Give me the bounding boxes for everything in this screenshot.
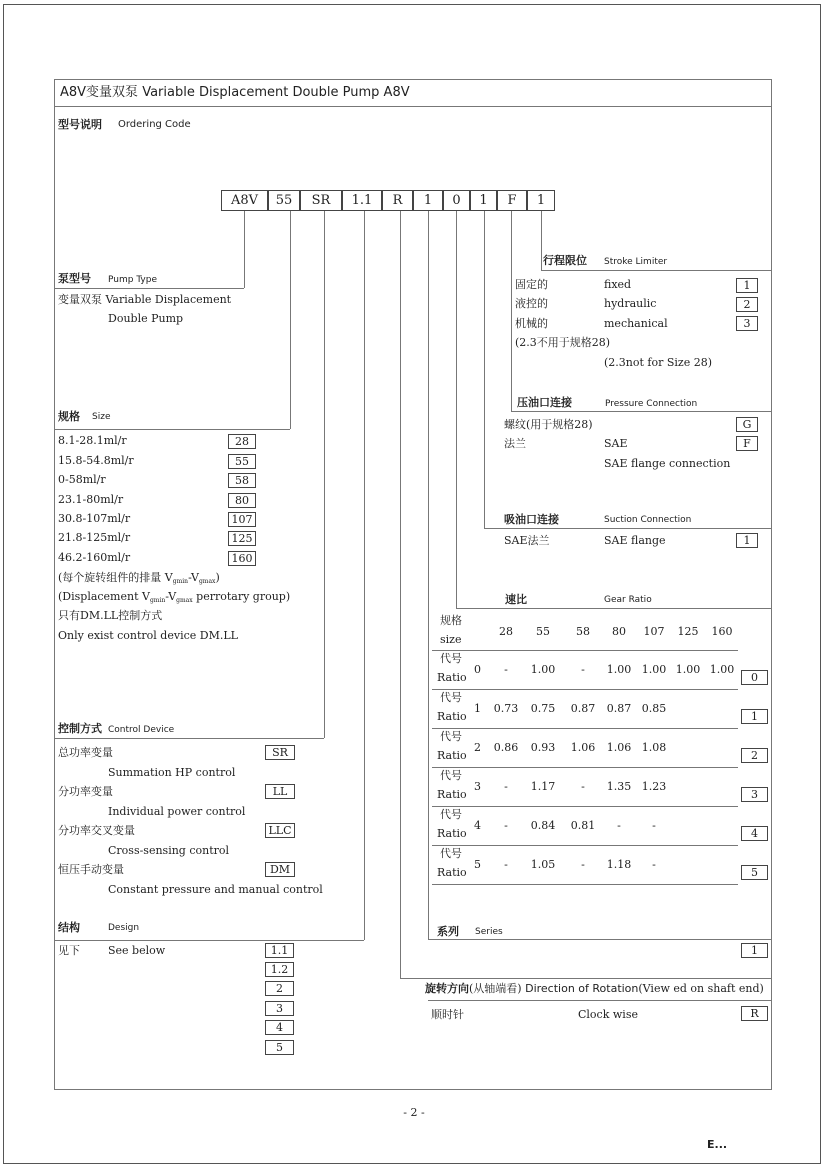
gear-cell: - bbox=[504, 819, 508, 832]
gear-row-en: Ratio bbox=[437, 749, 467, 762]
control-title-en: Control Device bbox=[108, 725, 175, 735]
line-stroke bbox=[541, 270, 772, 271]
gear-cell: - bbox=[617, 819, 621, 832]
gear-cell: 0.73 bbox=[493, 702, 519, 715]
gear-size-header: 55 bbox=[536, 625, 550, 638]
gear-cell: 0.84 bbox=[530, 819, 556, 832]
gear-row-divider bbox=[432, 806, 738, 807]
stroke-item-code: 3 bbox=[736, 316, 758, 331]
gear-row-cn: 代号 bbox=[440, 652, 462, 665]
gear-cell: - bbox=[504, 663, 508, 676]
pressure-title-en: Pressure Connection bbox=[605, 399, 698, 409]
control-item-en: Individual power control bbox=[108, 805, 246, 818]
gear-row-number: 0 bbox=[474, 663, 481, 676]
gear-cell: 0.87 bbox=[570, 702, 596, 715]
gear-row-code: 3 bbox=[741, 787, 768, 802]
gear-row-divider bbox=[432, 689, 738, 690]
gear-row-number: 2 bbox=[474, 741, 481, 754]
leader-series bbox=[428, 211, 429, 939]
size-row-label: 15.8-54.8ml/r bbox=[58, 454, 134, 467]
gear-cell: 1.35 bbox=[606, 780, 632, 793]
gear-row-cn: 代号 bbox=[440, 730, 462, 743]
ordering-title-cn: 型号说明 bbox=[58, 118, 102, 131]
size-row-code: 58 bbox=[228, 473, 256, 488]
size-row-label: 30.8-107ml/r bbox=[58, 512, 131, 525]
gear-size-header: 125 bbox=[677, 625, 699, 638]
gear-cell: 1.05 bbox=[530, 858, 556, 871]
gear-size-header: 28 bbox=[499, 625, 513, 638]
control-item-cn: 分功率交叉变量 bbox=[58, 824, 135, 837]
suction-cn: SAE法兰 bbox=[504, 534, 550, 547]
gear-cell: 0.86 bbox=[493, 741, 519, 754]
gear-cell: 0.81 bbox=[570, 819, 596, 832]
stroke-note-en: (2.3not for Size 28) bbox=[604, 356, 713, 369]
pressure-flange-en: SAE bbox=[604, 437, 628, 450]
gear-row-divider bbox=[432, 767, 738, 768]
gear-cell: - bbox=[581, 663, 585, 676]
gear-row-code: 1 bbox=[741, 709, 768, 724]
design-code: 3 bbox=[265, 1001, 294, 1016]
pressure-flange-code: F bbox=[736, 436, 758, 451]
code-cell: 1 bbox=[413, 190, 443, 211]
line-pressure bbox=[511, 411, 772, 412]
code-cell: 1 bbox=[527, 190, 555, 211]
line-control bbox=[54, 738, 324, 739]
stroke-title-cn: 行程限位 bbox=[543, 254, 587, 267]
gear-size-header: 107 bbox=[643, 625, 665, 638]
gear-row-divider bbox=[432, 884, 738, 885]
gear-head-cn: 规格 bbox=[440, 614, 462, 627]
gear-row-number: 1 bbox=[474, 702, 481, 715]
pressure-thread-code: G bbox=[736, 417, 758, 432]
gear-cell: 0.93 bbox=[530, 741, 556, 754]
pressure-thread-cn: 螺纹(用于规格28) bbox=[504, 418, 593, 431]
rotation-en: Clock wise bbox=[578, 1008, 638, 1021]
gear-row-code: 4 bbox=[741, 826, 768, 841]
leader-rotation bbox=[400, 211, 401, 978]
line-size bbox=[54, 429, 290, 430]
line-gear bbox=[456, 608, 772, 609]
gear-cell: 1.00 bbox=[709, 663, 735, 676]
gear-cell: 1.06 bbox=[606, 741, 632, 754]
gear-cell: 0.87 bbox=[606, 702, 632, 715]
code-cell: SR bbox=[300, 190, 342, 211]
gear-row-cn: 代号 bbox=[440, 691, 462, 704]
design-code: 1.2 bbox=[265, 962, 294, 977]
gear-row-divider bbox=[432, 650, 738, 651]
gear-cell: - bbox=[652, 819, 656, 832]
size-note-2: (Displacement $V_{gmin}-V_{gmax}$ perrotary group) bbox=[58, 590, 291, 604]
size-title-en: Size bbox=[92, 412, 111, 422]
leader-suction bbox=[484, 211, 485, 528]
leader-pressure bbox=[511, 211, 512, 411]
stroke-note-cn: (2.3不用于规格28) bbox=[515, 336, 611, 349]
size-row-label: 8.1-28.1ml/r bbox=[58, 434, 127, 447]
code-cell: 1 bbox=[470, 190, 497, 211]
control-item-code: LL bbox=[265, 784, 295, 799]
design-code: 4 bbox=[265, 1020, 294, 1035]
gear-cell: - bbox=[581, 858, 585, 871]
gear-cell: 1.00 bbox=[675, 663, 701, 676]
gear-cell: 0.85 bbox=[641, 702, 667, 715]
gear-row-en: Ratio bbox=[437, 710, 467, 723]
gear-row-number: 3 bbox=[474, 780, 481, 793]
stroke-item-code: 1 bbox=[736, 278, 758, 293]
line-pump-type bbox=[54, 288, 244, 289]
gear-row-en: Ratio bbox=[437, 866, 467, 879]
gear-title-en: Gear Ratio bbox=[604, 595, 652, 605]
gear-size-header: 58 bbox=[576, 625, 590, 638]
size-row-code: 107 bbox=[228, 512, 256, 527]
line-suction bbox=[484, 528, 772, 529]
code-cell: R bbox=[382, 190, 413, 211]
gear-row-divider bbox=[432, 845, 738, 846]
series-title-en: Series bbox=[475, 927, 503, 937]
gear-cell: 1.00 bbox=[606, 663, 632, 676]
suction-title-en: Suction Connection bbox=[604, 515, 692, 525]
code-cell: 1.1 bbox=[342, 190, 382, 211]
gear-size-header: 160 bbox=[711, 625, 733, 638]
gear-title-cn: 速比 bbox=[505, 593, 527, 606]
stroke-item-code: 2 bbox=[736, 297, 758, 312]
ordering-title-en: Ordering Code bbox=[118, 119, 191, 130]
leader-size bbox=[290, 211, 291, 429]
design-code: 2 bbox=[265, 981, 294, 996]
gear-row-number: 5 bbox=[474, 858, 481, 871]
gear-row-en: Ratio bbox=[437, 788, 467, 801]
gear-cell: 0.75 bbox=[530, 702, 556, 715]
design-code: 1.1 bbox=[265, 943, 294, 958]
gear-row-cn: 代号 bbox=[440, 847, 462, 860]
design-code: 5 bbox=[265, 1040, 294, 1055]
leader-pump-type bbox=[244, 211, 245, 288]
gear-cell: - bbox=[581, 780, 585, 793]
gear-cell: 1.18 bbox=[606, 858, 632, 871]
header-divider bbox=[54, 106, 772, 107]
control-item-cn: 恒压手动变量 bbox=[58, 863, 124, 876]
footer-mark: E... bbox=[707, 1138, 728, 1151]
gear-row-en: Ratio bbox=[437, 671, 467, 684]
code-cell: A8V bbox=[221, 190, 268, 211]
gear-cell: 1.17 bbox=[530, 780, 556, 793]
control-item-cn: 分功率变量 bbox=[58, 785, 113, 798]
size-note-3: 只有DM.LL控制方式 bbox=[58, 609, 163, 622]
stroke-item-cn: 机械的 bbox=[515, 317, 548, 330]
size-note-1: (每个旋转组件的排量 $V_{gmin}-V_{gmax}$) bbox=[58, 571, 220, 585]
design-label-cn: 见下 bbox=[58, 944, 80, 957]
leader-gear bbox=[456, 211, 457, 608]
control-item-code: SR bbox=[265, 745, 295, 760]
size-row-code: 125 bbox=[228, 531, 256, 546]
size-row-code: 28 bbox=[228, 434, 256, 449]
stroke-item-cn: 固定的 bbox=[515, 278, 548, 291]
control-item-code: LLC bbox=[265, 823, 295, 838]
leader-stroke bbox=[541, 211, 542, 270]
gear-row-divider bbox=[432, 728, 738, 729]
rotation-cn: 顺时针 bbox=[431, 1008, 464, 1021]
size-row-label: 46.2-160ml/r bbox=[58, 551, 131, 564]
line-series bbox=[428, 939, 772, 940]
stroke-title-en: Stroke Limiter bbox=[604, 257, 668, 267]
suction-en: SAE flange bbox=[604, 534, 666, 547]
gear-row-code: 0 bbox=[741, 670, 768, 685]
gear-cell: 1.00 bbox=[530, 663, 556, 676]
size-row-label: 23.1-80ml/r bbox=[58, 493, 124, 506]
size-note-4: Only exist control device DM.LL bbox=[58, 629, 238, 642]
gear-cell: 1.06 bbox=[570, 741, 596, 754]
pump-type-line1: 变量双泵 Variable Displacement bbox=[58, 293, 232, 306]
rotation-code: R bbox=[741, 1006, 768, 1021]
code-cell: 55 bbox=[268, 190, 300, 211]
series-code: 1 bbox=[741, 943, 768, 958]
control-item-en: Constant pressure and manual control bbox=[108, 883, 323, 896]
design-title-en: Design bbox=[108, 923, 140, 933]
size-row-code: 55 bbox=[228, 454, 256, 469]
control-item-cn: 总功率变量 bbox=[58, 746, 113, 759]
leader-design bbox=[364, 211, 365, 940]
page-number: - 2 - bbox=[403, 1106, 425, 1119]
line-design bbox=[54, 940, 364, 941]
pressure-title-cn: 压油口连接 bbox=[517, 396, 572, 409]
gear-cell: - bbox=[652, 858, 656, 871]
pressure-flange-note: SAE flange connection bbox=[604, 457, 731, 470]
size-row-code: 80 bbox=[228, 493, 256, 508]
stroke-item-en: hydraulic bbox=[604, 297, 657, 310]
stroke-item-cn: 液控的 bbox=[515, 297, 548, 310]
gear-cell: - bbox=[504, 780, 508, 793]
control-item-en: Summation HP control bbox=[108, 766, 236, 779]
page-title: A8V变量双泵 Variable Displacement Double Pump A8V bbox=[60, 85, 410, 100]
pump-type-line2: Double Pump bbox=[108, 312, 184, 325]
gear-row-cn: 代号 bbox=[440, 808, 462, 821]
design-label-en: See below bbox=[108, 944, 166, 957]
gear-cell: 1.23 bbox=[641, 780, 667, 793]
size-row-code: 160 bbox=[228, 551, 256, 566]
pressure-flange-cn: 法兰 bbox=[504, 437, 526, 450]
pump-type-title-cn: 泵型号 bbox=[58, 272, 91, 285]
gear-row-code: 2 bbox=[741, 748, 768, 763]
gear-cell: - bbox=[504, 858, 508, 871]
gear-row-code: 5 bbox=[741, 865, 768, 880]
gear-cell: 1.08 bbox=[641, 741, 667, 754]
leader-control bbox=[324, 211, 325, 738]
gear-head-en: size bbox=[440, 633, 462, 646]
code-cell: 0 bbox=[443, 190, 470, 211]
stroke-item-en: mechanical bbox=[604, 317, 668, 330]
gear-row-cn: 代号 bbox=[440, 769, 462, 782]
control-title-cn: 控制方式 bbox=[58, 722, 102, 735]
gear-row-en: Ratio bbox=[437, 827, 467, 840]
suction-title-cn: 吸油口连接 bbox=[504, 513, 559, 526]
size-row-label: 0-58ml/r bbox=[58, 473, 106, 486]
gear-size-header: 80 bbox=[612, 625, 626, 638]
size-title-cn: 规格 bbox=[58, 410, 80, 423]
rotation-divider bbox=[428, 1000, 772, 1001]
line-rotation bbox=[400, 978, 772, 979]
suction-code: 1 bbox=[736, 533, 758, 548]
code-cell: F bbox=[497, 190, 527, 211]
gear-row-number: 4 bbox=[474, 819, 481, 832]
pump-type-title-en: Pump Type bbox=[108, 275, 157, 285]
stroke-item-en: fixed bbox=[604, 278, 632, 291]
control-item-code: DM bbox=[265, 862, 295, 877]
rotation-title: 旋转方向(从轴端看) Direction of Rotation(View ed on shaft end) bbox=[425, 982, 764, 995]
gear-cell: 1.00 bbox=[641, 663, 667, 676]
design-title-cn: 结构 bbox=[58, 921, 80, 934]
series-title-cn: 系列 bbox=[437, 925, 459, 938]
control-item-en: Cross-sensing control bbox=[108, 844, 230, 857]
size-row-label: 21.8-125ml/r bbox=[58, 531, 131, 544]
